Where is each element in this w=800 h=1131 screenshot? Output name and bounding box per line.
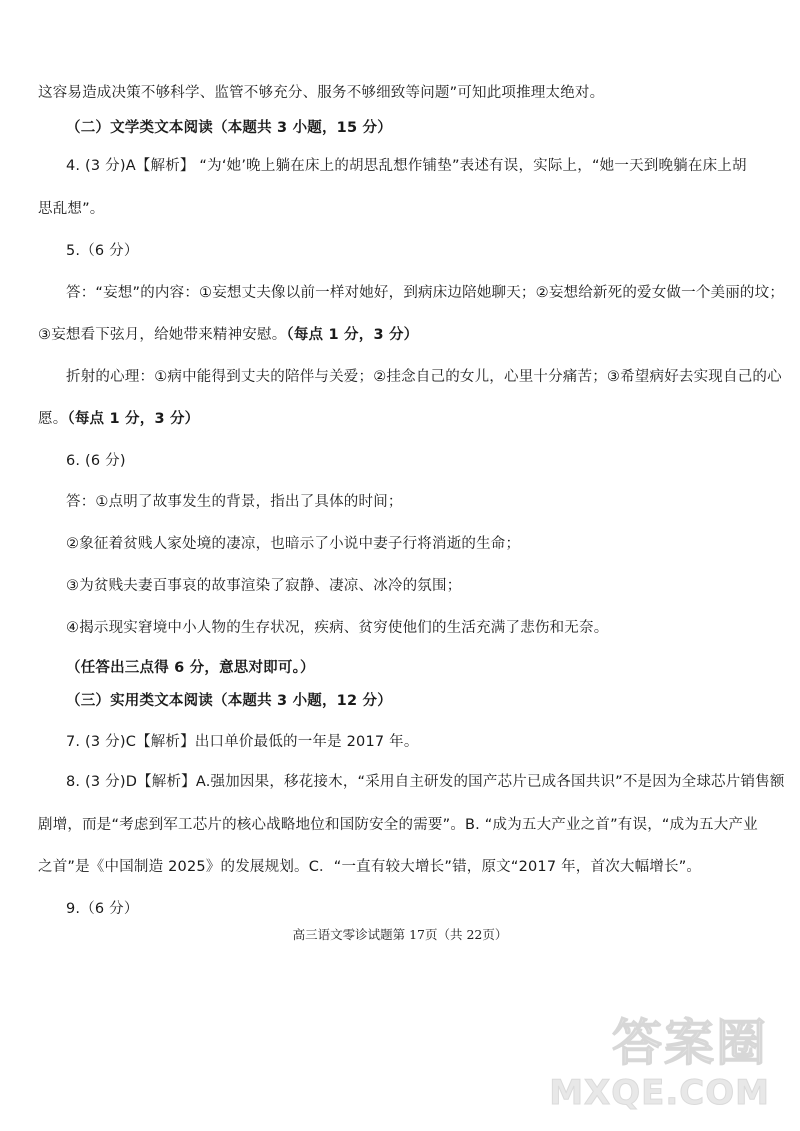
text-line: 7. (3 分)C【解析】出口单价最低的一年是 2017 年。 bbox=[66, 734, 419, 750]
text-line: 剧增，而是“考虑到军工芯片的核心战略地位和国防安全的需要”。B. “成为五大产业之首”有误，“成为五大产业 bbox=[38, 817, 758, 833]
score-note: （任答出三点得 6 分，意思对即可。） bbox=[66, 660, 315, 676]
text-line: 8. (3 分)D【解析】A.强加因果，移花接木，“采用自主研发的国产芯片已成各国共识”不是因为全球芯片销售额 bbox=[66, 774, 785, 790]
page-footer: 高三语文零诊试题第 17页（共 22页） bbox=[292, 927, 508, 942]
watermark-logo-text: 答案圈 bbox=[612, 1014, 768, 1072]
text-line: 折射的心理：①病中能得到丈夫的陪伴与关爱；②挂念自己的女儿，心里十分痛苦；③希望病好去实现自己的心 bbox=[66, 369, 782, 385]
text-span: 愿。 bbox=[38, 411, 68, 427]
text-line: 答：①点明了故事发生的背景，指出了具体的时间； bbox=[66, 494, 403, 510]
question-number: 6. (6 分) bbox=[66, 453, 126, 469]
text-line: 答：“妄想”的内容：①妄想丈夫像以前一样对她好，到病床边陪她聊天；②妄想给新死的爱女做一个美丽的坟； bbox=[66, 285, 785, 301]
score-note: （每点 1 分，3 分） bbox=[67, 411, 200, 427]
text-line: 4. (3 分)A【解析】 “为‘她’晚上躺在床上的胡思乱想作铺垫”表述有误，实际上，“她一天到晚躺在床上胡 bbox=[66, 158, 747, 174]
section-heading: （二）文学类文本阅读（本题共 3 小题，15 分） bbox=[66, 120, 392, 136]
text-line: 之首”是《中国制造 2025》的发展规划。C．“一直有较大增长”错，原文“2017 年，首次大幅增长”。 bbox=[38, 859, 702, 875]
text-line: ②象征着贫贱人家处境的凄凉，也暗示了小说中妻子行将消逝的生命； bbox=[66, 536, 521, 552]
text-line: 思乱想”。 bbox=[38, 201, 105, 217]
text-span: ③妄想看下弦月，给她带来精神安慰。 bbox=[38, 327, 287, 343]
text-line: 这容易造成决策不够科学、监管不够充分、服务不够细致等问题”可知此项推理太绝对。 bbox=[38, 85, 605, 101]
text-line bbox=[38, 324, 768, 346]
score-note: （每点 1 分，3 分） bbox=[286, 327, 419, 343]
watermark-logo bbox=[549, 1003, 778, 1113]
watermark-url: MXQE.COM bbox=[549, 1073, 770, 1113]
text-line: ④揭示现实窘境中小人物的生存状况，疾病、贫穷使他们的生活充满了悲伤和无奈。 bbox=[66, 620, 609, 636]
text-line bbox=[38, 408, 768, 430]
question-number: 9.（6 分） bbox=[66, 901, 139, 917]
text-line: ③为贫贱夫妻百事哀的故事渲染了寂静、凄凉、冰冷的氛围； bbox=[66, 578, 462, 594]
question-number: 5.（6 分） bbox=[66, 243, 139, 259]
section-heading: （三）实用类文本阅读（本题共 3 小题，12 分） bbox=[66, 693, 392, 709]
